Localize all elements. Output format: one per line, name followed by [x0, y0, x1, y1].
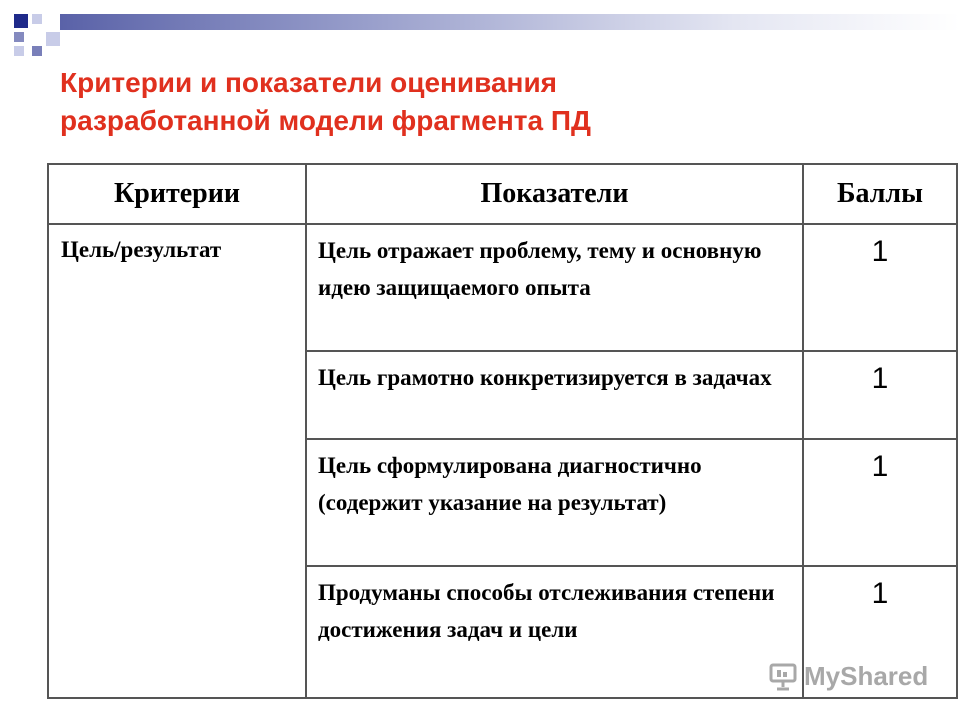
indicator-cell: Цель отражает проблему, тему и основную идею защищаемого опыта: [306, 224, 803, 351]
slide-title: [60, 64, 920, 140]
criterion-cell: Цель/результат: [48, 224, 306, 698]
corner-square-1: [14, 14, 28, 28]
score-cell: 1: [803, 224, 957, 351]
presentation-board-icon: [768, 661, 798, 691]
corner-square-2: [32, 14, 42, 24]
corner-square-6: [14, 46, 24, 56]
header-indicators: Показатели: [306, 164, 803, 224]
indicator-cell: Цель грамотно конкретизируется в задачах: [306, 351, 803, 439]
score-cell: 1: [803, 566, 957, 698]
slide-title-line-2: разработанной модели фрагмента ПД: [60, 105, 591, 136]
header-criteria: Критерии: [48, 164, 306, 224]
watermark: [768, 656, 928, 696]
score-cell: 1: [803, 439, 957, 566]
table-row: [48, 224, 957, 351]
header-scores: Баллы: [803, 164, 957, 224]
table-header-row: [48, 164, 957, 224]
header-gradient-bar: [60, 14, 960, 30]
score-cell: 1: [803, 351, 957, 439]
indicator-cell: Продуманы способы отслеживания степени достижения задач и цели: [306, 566, 803, 698]
watermark-text: MyShared: [804, 660, 929, 691]
criteria-table: [47, 163, 958, 699]
corner-square-3: [14, 32, 24, 42]
indicator-cell: Цель сформулирована диагностично (содержит указание на результат): [306, 439, 803, 566]
corner-square-5: [32, 46, 42, 56]
corner-square-4: [46, 32, 60, 46]
slide-title-line-1: Критерии и показатели оценивания: [60, 67, 558, 98]
